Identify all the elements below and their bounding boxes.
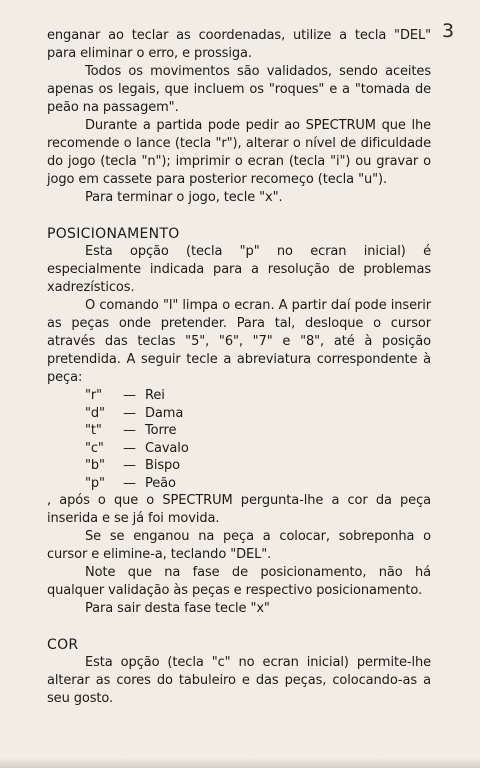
list-item — [85, 387, 431, 405]
piece-abbreviation-list — [47, 387, 431, 492]
piece-name: Bispo — [145, 458, 181, 473]
piece-name: Torre — [145, 423, 177, 438]
paragraph-after-list: , após o que o SPECTRUM pergunta-lhe a cor da peça inserida e se já foi movida. — [47, 493, 431, 526]
list-item — [85, 475, 431, 493]
list-item — [85, 440, 431, 458]
piece-name: Rei — [145, 388, 165, 403]
paragraph-end-game: Para terminar o jogo, tecle "x". — [85, 190, 283, 205]
list-item — [85, 457, 431, 475]
piece-dash: — — [123, 440, 136, 456]
piece-name: Dama — [145, 405, 184, 421]
piece-key: "c" — [85, 440, 104, 456]
page-number: 3 — [442, 20, 455, 42]
list-item — [85, 422, 431, 440]
paragraph-posicionamento-command: O comando "l" limpa o ecran. A partir daí pode inserir as peças onde pretender. Para tal, desloque o cursor através das teclas "5", "6", "7" e "8", até à posição pretendida. A seguir tecle a abreviatura correspondente à peça: — [47, 298, 431, 385]
piece-key: "b" — [85, 458, 105, 473]
paragraph-continuation: enganar ao teclar as coordenadas, utilize a tecla "DEL" para eliminar o erro, e prossiga. — [47, 28, 431, 61]
list-item — [85, 405, 431, 423]
piece-key: "d" — [85, 405, 105, 421]
piece-name: Cavalo — [145, 440, 189, 456]
paragraph-validation: Todos os movimentos são validados, sendo aceites apenas os legais, que incluem os "roques" e a "tomada de peão na passagem". — [47, 64, 431, 115]
paragraph-no-validation: Note que na fase de posicionamento, não há qualquer validação às peças e respectivo posicionamento. — [47, 565, 431, 598]
heading-cor: COR — [47, 637, 79, 653]
piece-dash: — — [123, 388, 136, 403]
paragraph-options: Durante a partida pode pedir ao SPECTRUM que lhe recomende o lance (tecla "r"), alterar o nível de dificuldade do jogo (tecla "n"); imprimir o ecran (tecla "i") ou gravar o jogo em cassete para posterior recomeço (tecla "u"). — [47, 118, 431, 187]
paragraph-posicionamento-intro: Esta opção (tecla "p" no ecran inicial) é especialmente indicada para a resolução de problemas xadrezísticos. — [47, 244, 431, 295]
piece-dash: — — [123, 405, 136, 421]
piece-dash: — — [123, 458, 136, 473]
paragraph-exit-phase: Para sair desta fase tecle "x" — [85, 601, 270, 616]
piece-name: Peão — [145, 475, 176, 491]
piece-key: "t" — [85, 423, 102, 438]
heading-posicionamento: POSICIONAMENTO — [47, 226, 180, 242]
piece-dash: — — [123, 475, 136, 491]
section-gap — [47, 207, 431, 225]
paragraph-delete-piece: Se se enganou na peça a colocar, sobreponha o cursor e elimine-a, teclando "DEL". — [47, 529, 431, 562]
paragraph-cor: Esta opção (tecla "c" no ecran inicial) permite-lhe alterar as cores do tabuleiro e das peças, colocando-as a seu gosto. — [47, 655, 431, 706]
page-content — [47, 27, 431, 708]
piece-dash: — — [123, 423, 136, 438]
piece-key: "r" — [85, 388, 103, 403]
piece-key: "p" — [85, 475, 105, 491]
page-edge-shadow — [0, 758, 480, 768]
section-gap — [47, 618, 431, 636]
